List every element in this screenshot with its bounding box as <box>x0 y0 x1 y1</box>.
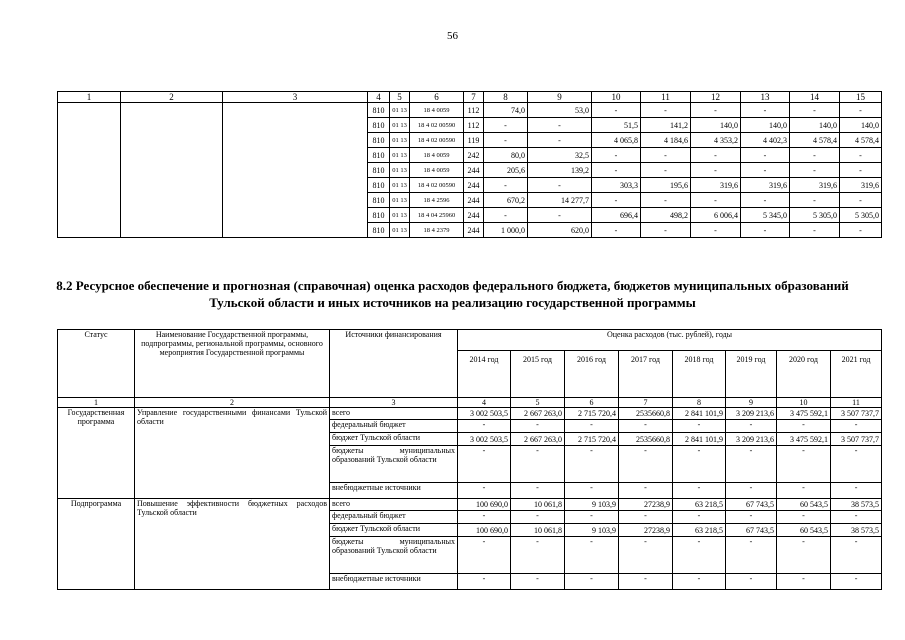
column-number: 9 <box>528 92 592 103</box>
table-cell: 01 13 <box>390 208 410 223</box>
value-cell: - <box>619 537 673 574</box>
value-cell: - <box>726 420 777 433</box>
table-cell: 112 <box>464 118 484 133</box>
value-cell: 3 002 503,5 <box>458 433 511 446</box>
value-cell: - <box>458 511 511 524</box>
value-cell: - <box>673 574 726 590</box>
table-cell: 1 000,0 <box>484 223 528 238</box>
table-cell: - <box>840 163 882 178</box>
table-cell: 140,0 <box>741 118 790 133</box>
table-cell: 51,5 <box>592 118 641 133</box>
column-number: 1 <box>58 398 135 408</box>
column-number: 5 <box>390 92 410 103</box>
status-cell: Государственная программа <box>58 408 135 499</box>
source-cell: федеральный бюджет <box>330 420 458 433</box>
table-cell: - <box>741 148 790 163</box>
table-cell: - <box>641 103 691 118</box>
column-number: 10 <box>592 92 641 103</box>
table-cell: 6 006,4 <box>691 208 741 223</box>
table-cell: 319,6 <box>840 178 882 193</box>
value-cell: - <box>777 420 831 433</box>
value-cell: - <box>777 537 831 574</box>
table-cell: 4 402,3 <box>741 133 790 148</box>
section-heading: 8.2 Ресурсное обеспечение и прогнозная (справочная) оценка расходов федерального бюджета, бюджетов муниципальных образований Тульской области и иных источников на реализацию государственной программы <box>56 278 849 310</box>
column-numbers-row <box>58 398 882 408</box>
status-header: Статус <box>58 330 135 398</box>
table-cell: 80,0 <box>484 148 528 163</box>
table-cell: 810 <box>368 208 390 223</box>
table-cell: - <box>641 193 691 208</box>
table-cell: - <box>790 103 840 118</box>
value-cell: - <box>511 483 565 499</box>
table-cell: 53,0 <box>528 103 592 118</box>
source-cell: федеральный бюджет <box>330 511 458 524</box>
source-cell: всего <box>330 408 458 420</box>
table-cell: 319,6 <box>691 178 741 193</box>
table-cell: 18 4 0059 <box>410 103 464 118</box>
column-number: 3 <box>330 398 458 408</box>
table-row <box>58 103 882 118</box>
table-cell: 195,6 <box>641 178 691 193</box>
table-cell: 18 4 0059 <box>410 148 464 163</box>
value-cell: - <box>458 537 511 574</box>
table-cell: 18 4 2596 <box>410 193 464 208</box>
table-cell: 4 065,8 <box>592 133 641 148</box>
table-cell: 5 345,0 <box>741 208 790 223</box>
column-number: 6 <box>565 398 619 408</box>
table-cell: - <box>641 163 691 178</box>
table-cell: 244 <box>464 223 484 238</box>
value-cell: - <box>726 537 777 574</box>
year-header: 2015 год <box>511 351 565 398</box>
table-cell: 4 578,4 <box>790 133 840 148</box>
value-cell: 63 218,5 <box>673 499 726 511</box>
table-cell: 244 <box>464 193 484 208</box>
value-cell: - <box>831 511 882 524</box>
table-cell: - <box>790 223 840 238</box>
table-row <box>58 408 882 420</box>
table-cell: - <box>691 223 741 238</box>
table-cell: 140,0 <box>790 118 840 133</box>
column-number: 6 <box>410 92 464 103</box>
column-number: 7 <box>619 398 673 408</box>
table-cell: 810 <box>368 103 390 118</box>
value-cell: 67 743,5 <box>726 524 777 537</box>
table-cell: 303,3 <box>592 178 641 193</box>
value-cell: - <box>831 446 882 483</box>
table-cell: - <box>790 163 840 178</box>
table-cell: - <box>528 118 592 133</box>
value-cell: 2 715 720,4 <box>565 408 619 420</box>
value-cell: 27238,9 <box>619 499 673 511</box>
value-cell: 2 667 263,0 <box>511 408 565 420</box>
table-cell: 5 305,0 <box>790 208 840 223</box>
source-cell: внебюджетные источники <box>330 574 458 590</box>
table-cell: 18 4 02 00590 <box>410 133 464 148</box>
estimate-header: Оценка расходов (тыс. рублей), годы <box>458 330 882 351</box>
value-cell: 60 543,5 <box>777 499 831 511</box>
table-cell: - <box>691 163 741 178</box>
header-row <box>58 92 882 103</box>
year-header: 2018 год <box>673 351 726 398</box>
value-cell: - <box>673 446 726 483</box>
source-cell: бюджеты муниципальных образований Тульской области <box>330 446 458 483</box>
year-header: 2021 год <box>831 351 882 398</box>
table-cell: - <box>840 148 882 163</box>
table-cell: 01 13 <box>390 148 410 163</box>
value-cell: 60 543,5 <box>777 524 831 537</box>
value-cell: 2535660,8 <box>619 408 673 420</box>
table-cell: 4 578,4 <box>840 133 882 148</box>
value-cell: 27238,9 <box>619 524 673 537</box>
resource-table <box>57 329 882 590</box>
empty-cell <box>223 103 368 238</box>
value-cell: - <box>619 574 673 590</box>
value-cell: - <box>565 483 619 499</box>
column-number: 4 <box>368 92 390 103</box>
table-cell: - <box>840 193 882 208</box>
value-cell: - <box>726 574 777 590</box>
table-cell: 696,4 <box>592 208 641 223</box>
table-cell: 18 4 2379 <box>410 223 464 238</box>
value-cell: - <box>565 574 619 590</box>
table-cell: 498,2 <box>641 208 691 223</box>
value-cell: - <box>511 446 565 483</box>
value-cell: - <box>777 483 831 499</box>
source-cell: всего <box>330 499 458 511</box>
table-cell: - <box>840 223 882 238</box>
source-cell: внебюджетные источники <box>330 483 458 499</box>
column-number: 14 <box>790 92 840 103</box>
value-cell: 3 507 737,7 <box>831 433 882 446</box>
table-cell: - <box>484 118 528 133</box>
table-cell: 18 4 02 00590 <box>410 178 464 193</box>
header-row <box>58 330 882 351</box>
table-cell: - <box>484 208 528 223</box>
value-cell: - <box>458 574 511 590</box>
table-cell: 18 4 02 00590 <box>410 118 464 133</box>
table-cell: 14 277,7 <box>528 193 592 208</box>
value-cell: 2 667 263,0 <box>511 433 565 446</box>
value-cell: - <box>777 446 831 483</box>
name-header: Наименование Государственной программы, подпрограммы, региональной программы, основного мероприятия Государственной программы <box>135 330 330 398</box>
value-cell: 3 475 592,1 <box>777 433 831 446</box>
value-cell: - <box>673 537 726 574</box>
column-number: 8 <box>484 92 528 103</box>
column-number: 11 <box>831 398 882 408</box>
value-cell: 3 209 213,6 <box>726 433 777 446</box>
column-number: 3 <box>223 92 368 103</box>
page-number: 56 <box>447 30 458 42</box>
value-cell: - <box>619 511 673 524</box>
table-cell: 810 <box>368 118 390 133</box>
value-cell: 2 841 101,9 <box>673 433 726 446</box>
value-cell: - <box>511 420 565 433</box>
value-cell: - <box>673 483 726 499</box>
column-number: 4 <box>458 398 511 408</box>
table-cell: - <box>741 103 790 118</box>
table-cell: 319,6 <box>741 178 790 193</box>
value-cell: - <box>565 420 619 433</box>
source-cell: бюджет Тульской области <box>330 524 458 537</box>
value-cell: - <box>619 420 673 433</box>
table-cell: 18 4 0059 <box>410 163 464 178</box>
table-cell: - <box>592 193 641 208</box>
table-cell: - <box>691 193 741 208</box>
value-cell: 38 573,5 <box>831 499 882 511</box>
table-cell: 670,2 <box>484 193 528 208</box>
value-cell: 63 218,5 <box>673 524 726 537</box>
value-cell: - <box>831 574 882 590</box>
sources-header: Источники финансирования <box>330 330 458 398</box>
table-row <box>58 499 882 511</box>
value-cell: 100 690,0 <box>458 499 511 511</box>
table-cell: - <box>592 148 641 163</box>
value-cell: - <box>565 446 619 483</box>
table-cell: 74,0 <box>484 103 528 118</box>
value-cell: - <box>673 420 726 433</box>
table-cell: - <box>592 223 641 238</box>
value-cell: 38 573,5 <box>831 524 882 537</box>
column-number: 13 <box>741 92 790 103</box>
table-cell: 119 <box>464 133 484 148</box>
table-cell: 32,5 <box>528 148 592 163</box>
value-cell: - <box>673 511 726 524</box>
value-cell: 2535660,8 <box>619 433 673 446</box>
table-cell: 01 13 <box>390 118 410 133</box>
value-cell: 3 209 213,6 <box>726 408 777 420</box>
table-cell: 319,6 <box>790 178 840 193</box>
column-number: 5 <box>511 398 565 408</box>
table-cell: - <box>592 103 641 118</box>
column-number: 7 <box>464 92 484 103</box>
table-cell: 810 <box>368 193 390 208</box>
table-cell: - <box>741 223 790 238</box>
value-cell: 100 690,0 <box>458 524 511 537</box>
table-cell: 244 <box>464 163 484 178</box>
table-cell: 01 13 <box>390 103 410 118</box>
table-cell: - <box>790 148 840 163</box>
value-cell: 67 743,5 <box>726 499 777 511</box>
table-cell: 810 <box>368 133 390 148</box>
table-cell: 140,0 <box>840 118 882 133</box>
year-header: 2017 год <box>619 351 673 398</box>
table-cell: - <box>840 103 882 118</box>
value-cell: 3 475 592,1 <box>777 408 831 420</box>
program-name-cell: Повышение эффективности бюджетных расходов Тульской области <box>135 499 330 590</box>
value-cell: 2 841 101,9 <box>673 408 726 420</box>
column-number: 2 <box>135 398 330 408</box>
year-header: 2020 год <box>777 351 831 398</box>
year-header: 2016 год <box>565 351 619 398</box>
column-number: 1 <box>58 92 121 103</box>
table-cell: 810 <box>368 223 390 238</box>
value-cell: 3 002 503,5 <box>458 408 511 420</box>
source-cell: бюджеты муниципальных образований Тульской области <box>330 537 458 574</box>
value-cell: - <box>619 446 673 483</box>
table-cell: 112 <box>464 103 484 118</box>
table-cell: 205,6 <box>484 163 528 178</box>
value-cell: - <box>565 537 619 574</box>
empty-cell <box>121 103 223 238</box>
table-cell: - <box>528 178 592 193</box>
table-cell: 5 305,0 <box>840 208 882 223</box>
value-cell: 9 103,9 <box>565 499 619 511</box>
column-number: 11 <box>641 92 691 103</box>
value-cell: - <box>458 420 511 433</box>
status-cell: Подпрограмма <box>58 499 135 590</box>
value-cell: - <box>511 511 565 524</box>
table-cell: - <box>741 193 790 208</box>
table-cell: 244 <box>464 178 484 193</box>
table-cell: - <box>592 163 641 178</box>
table-cell: - <box>528 133 592 148</box>
value-cell: - <box>777 574 831 590</box>
table-cell: 244 <box>464 208 484 223</box>
table-cell: 620,0 <box>528 223 592 238</box>
table-cell: 01 13 <box>390 193 410 208</box>
value-cell: - <box>565 511 619 524</box>
source-cell: бюджет Тульской области <box>330 433 458 446</box>
table-cell: - <box>691 148 741 163</box>
value-cell: - <box>831 420 882 433</box>
table-cell: - <box>691 103 741 118</box>
table-cell: 18 4 04 25960 <box>410 208 464 223</box>
column-number: 10 <box>777 398 831 408</box>
column-number: 9 <box>726 398 777 408</box>
table-cell: 810 <box>368 148 390 163</box>
year-header: 2014 год <box>458 351 511 398</box>
table-cell: 01 13 <box>390 223 410 238</box>
table-cell: 140,0 <box>691 118 741 133</box>
table-cell: 01 13 <box>390 133 410 148</box>
table-cell: 01 13 <box>390 163 410 178</box>
value-cell: - <box>511 537 565 574</box>
value-cell: - <box>831 537 882 574</box>
value-cell: - <box>726 511 777 524</box>
value-cell: - <box>831 483 882 499</box>
value-cell: 10 061,8 <box>511 524 565 537</box>
column-number: 2 <box>121 92 223 103</box>
value-cell: - <box>458 483 511 499</box>
column-number: 15 <box>840 92 882 103</box>
value-cell: - <box>619 483 673 499</box>
table-cell: - <box>528 208 592 223</box>
value-cell: - <box>458 446 511 483</box>
table-cell: 4 353,2 <box>691 133 741 148</box>
table-cell: 01 13 <box>390 178 410 193</box>
table-cell: - <box>641 148 691 163</box>
value-cell: - <box>726 483 777 499</box>
table-cell: 810 <box>368 163 390 178</box>
value-cell: 9 103,9 <box>565 524 619 537</box>
value-cell: 2 715 720,4 <box>565 433 619 446</box>
value-cell: - <box>511 574 565 590</box>
table-cell: 810 <box>368 178 390 193</box>
value-cell: - <box>777 511 831 524</box>
table-cell: - <box>484 133 528 148</box>
table-cell: - <box>741 163 790 178</box>
expenditure-code-table <box>57 91 882 238</box>
table-cell: 4 184,6 <box>641 133 691 148</box>
table-cell: - <box>484 178 528 193</box>
value-cell: - <box>726 446 777 483</box>
column-number: 8 <box>673 398 726 408</box>
value-cell: 10 061,8 <box>511 499 565 511</box>
table-cell: 139,2 <box>528 163 592 178</box>
value-cell: 3 507 737,7 <box>831 408 882 420</box>
table-cell: - <box>790 193 840 208</box>
column-number: 12 <box>691 92 741 103</box>
table-cell: 242 <box>464 148 484 163</box>
empty-cell <box>58 103 121 238</box>
table-cell: - <box>641 223 691 238</box>
table-cell: 141,2 <box>641 118 691 133</box>
year-header: 2019 год <box>726 351 777 398</box>
program-name-cell: Управление государственными финансами Тульской области <box>135 408 330 499</box>
